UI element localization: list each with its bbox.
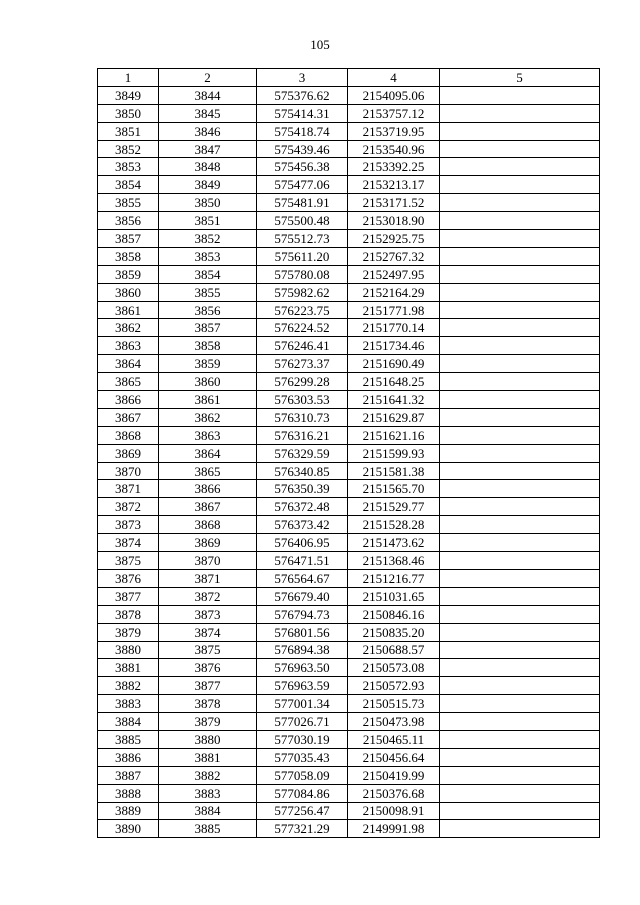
- table-cell-col-2: 3861: [159, 391, 257, 409]
- column-header-5: 5: [440, 69, 600, 87]
- table-cell-col-5: [440, 516, 600, 534]
- table-cell-col-5: [440, 301, 600, 319]
- table-cell-col-2: 3854: [159, 265, 257, 283]
- table-cell-col-5: [440, 408, 600, 426]
- table-cell-col-2: 3867: [159, 498, 257, 516]
- table-cell-col-4: 2150098.91: [348, 802, 440, 820]
- table-cell-col-3: 576310.73: [257, 408, 348, 426]
- table-row: [98, 373, 600, 391]
- table-cell-col-2: 3885: [159, 820, 257, 838]
- table-cell-col-1: 3885: [98, 730, 159, 748]
- table-cell-col-1: 3890: [98, 820, 159, 838]
- table-cell-col-1: 3868: [98, 426, 159, 444]
- table-cell-col-5: [440, 337, 600, 355]
- table-body: [98, 86, 600, 837]
- table-cell-col-5: [440, 176, 600, 194]
- table-cell-col-1: 3849: [98, 86, 159, 104]
- table-row: [98, 641, 600, 659]
- table-cell-col-1: 3882: [98, 677, 159, 695]
- table-cell-col-2: 3875: [159, 641, 257, 659]
- table-cell-col-4: 2150573.08: [348, 659, 440, 677]
- table-cell-col-4: 2150688.57: [348, 641, 440, 659]
- table-row: [98, 552, 600, 570]
- table-row: [98, 104, 600, 122]
- table-cell-col-1: 3864: [98, 355, 159, 373]
- table-cell-col-2: 3850: [159, 194, 257, 212]
- table-cell-col-1: 3861: [98, 301, 159, 319]
- table-cell-col-4: 2150835.20: [348, 623, 440, 641]
- table-cell-col-4: 2153171.52: [348, 194, 440, 212]
- table-cell-col-2: 3858: [159, 337, 257, 355]
- table-cell-col-1: 3878: [98, 605, 159, 623]
- table-cell-col-3: 575611.20: [257, 247, 348, 265]
- table-cell-col-3: 576329.59: [257, 444, 348, 462]
- table-cell-col-1: 3879: [98, 623, 159, 641]
- table-cell-col-2: 3882: [159, 766, 257, 784]
- table-cell-col-3: 577030.19: [257, 730, 348, 748]
- table-cell-col-1: 3876: [98, 569, 159, 587]
- column-header-2: 2: [159, 69, 257, 87]
- table-cell-col-5: [440, 820, 600, 838]
- table-cell-col-2: 3874: [159, 623, 257, 641]
- table-cell-col-3: 576471.51: [257, 552, 348, 570]
- table-cell-col-4: 2151771.98: [348, 301, 440, 319]
- table-cell-col-5: [440, 355, 600, 373]
- table-cell-col-4: 2151031.65: [348, 587, 440, 605]
- table-cell-col-4: 2151473.62: [348, 534, 440, 552]
- table-cell-col-3: 576564.67: [257, 569, 348, 587]
- table-cell-col-4: 2151529.77: [348, 498, 440, 516]
- table-cell-col-4: 2153719.95: [348, 122, 440, 140]
- table-cell-col-5: [440, 480, 600, 498]
- table-cell-col-2: 3860: [159, 373, 257, 391]
- table-cell-col-2: 3869: [159, 534, 257, 552]
- table-cell-col-4: 2151648.25: [348, 373, 440, 391]
- table-cell-col-3: 576223.75: [257, 301, 348, 319]
- table-cell-col-2: 3876: [159, 659, 257, 677]
- table-cell-col-3: 576303.53: [257, 391, 348, 409]
- table-cell-col-2: 3853: [159, 247, 257, 265]
- table-cell-col-2: 3856: [159, 301, 257, 319]
- table-row: [98, 480, 600, 498]
- table-row: [98, 301, 600, 319]
- table-row: [98, 319, 600, 337]
- table-cell-col-2: 3846: [159, 122, 257, 140]
- table-cell-col-2: 3884: [159, 802, 257, 820]
- table-cell-col-3: 575418.74: [257, 122, 348, 140]
- table-cell-col-5: [440, 784, 600, 802]
- table-cell-col-4: 2150473.98: [348, 713, 440, 731]
- table-cell-col-3: 575481.91: [257, 194, 348, 212]
- table-cell-col-5: [440, 444, 600, 462]
- table-cell-col-1: 3854: [98, 176, 159, 194]
- table-cell-col-4: 2150465.11: [348, 730, 440, 748]
- table-cell-col-5: [440, 641, 600, 659]
- table-cell-col-5: [440, 659, 600, 677]
- table-cell-col-3: 576679.40: [257, 587, 348, 605]
- table-cell-col-5: [440, 194, 600, 212]
- table-cell-col-1: 3887: [98, 766, 159, 784]
- table-cell-col-2: 3851: [159, 212, 257, 230]
- table-cell-col-5: [440, 677, 600, 695]
- coordinates-table: [97, 68, 600, 838]
- table-cell-col-5: [440, 319, 600, 337]
- table-cell-col-1: 3871: [98, 480, 159, 498]
- table-cell-col-3: 575376.62: [257, 86, 348, 104]
- table-cell-col-3: 575456.38: [257, 158, 348, 176]
- table-cell-col-2: 3872: [159, 587, 257, 605]
- table-cell-col-1: 3865: [98, 373, 159, 391]
- table-cell-col-5: [440, 748, 600, 766]
- table-cell-col-3: 576794.73: [257, 605, 348, 623]
- table-cell-col-5: [440, 426, 600, 444]
- table-cell-col-2: 3881: [159, 748, 257, 766]
- table-cell-col-5: [440, 552, 600, 570]
- table-cell-col-5: [440, 230, 600, 248]
- table-cell-col-1: 3869: [98, 444, 159, 462]
- table-cell-col-3: 576372.48: [257, 498, 348, 516]
- table-cell-col-1: 3870: [98, 462, 159, 480]
- table-cell-col-5: [440, 373, 600, 391]
- table-row: [98, 426, 600, 444]
- table-cell-col-4: 2152925.75: [348, 230, 440, 248]
- table-cell-col-5: [440, 534, 600, 552]
- table-cell-col-3: 577084.86: [257, 784, 348, 802]
- table-row: [98, 176, 600, 194]
- table-cell-col-2: 3871: [159, 569, 257, 587]
- table-row: [98, 444, 600, 462]
- table-cell-col-3: 575439.46: [257, 140, 348, 158]
- table-cell-col-5: [440, 212, 600, 230]
- table-row: [98, 247, 600, 265]
- column-header-1: 1: [98, 69, 159, 87]
- table-cell-col-1: 3859: [98, 265, 159, 283]
- table-cell-col-4: 2149991.98: [348, 820, 440, 838]
- table-row: [98, 265, 600, 283]
- table-row: [98, 86, 600, 104]
- table-cell-col-1: 3872: [98, 498, 159, 516]
- table-cell-col-4: 2150572.93: [348, 677, 440, 695]
- table-cell-col-2: 3862: [159, 408, 257, 426]
- table-cell-col-3: 576963.59: [257, 677, 348, 695]
- table-row: [98, 677, 600, 695]
- table-cell-col-2: 3883: [159, 784, 257, 802]
- table-cell-col-1: 3858: [98, 247, 159, 265]
- table-cell-col-5: [440, 122, 600, 140]
- table-cell-col-3: 575982.62: [257, 283, 348, 301]
- table-cell-col-4: 2151690.49: [348, 355, 440, 373]
- table-cell-col-3: 575780.08: [257, 265, 348, 283]
- table-cell-col-3: 577058.09: [257, 766, 348, 784]
- table-cell-col-2: 3855: [159, 283, 257, 301]
- table-cell-col-1: 3853: [98, 158, 159, 176]
- table-cell-col-3: 576246.41: [257, 337, 348, 355]
- table-cell-col-4: 2150376.68: [348, 784, 440, 802]
- table-cell-col-2: 3868: [159, 516, 257, 534]
- table-cell-col-3: 576350.39: [257, 480, 348, 498]
- table-cell-col-5: [440, 569, 600, 587]
- table-cell-col-4: 2152767.32: [348, 247, 440, 265]
- table-row: [98, 730, 600, 748]
- table-cell-col-3: 576273.37: [257, 355, 348, 373]
- table-cell-col-4: 2153540.96: [348, 140, 440, 158]
- table-cell-col-1: 3884: [98, 713, 159, 731]
- table-cell-col-1: 3852: [98, 140, 159, 158]
- table-cell-col-1: 3851: [98, 122, 159, 140]
- table-cell-col-2: 3857: [159, 319, 257, 337]
- table-cell-col-5: [440, 623, 600, 641]
- table-row: [98, 283, 600, 301]
- table-cell-col-5: [440, 730, 600, 748]
- table-cell-col-2: 3865: [159, 462, 257, 480]
- table-cell-col-2: 3878: [159, 695, 257, 713]
- table-row: [98, 391, 600, 409]
- table-cell-col-4: 2152497.95: [348, 265, 440, 283]
- table-cell-col-4: 2152164.29: [348, 283, 440, 301]
- table-row: [98, 498, 600, 516]
- table-cell-col-2: 3845: [159, 104, 257, 122]
- table-cell-col-3: 577035.43: [257, 748, 348, 766]
- table-cell-col-4: 2151599.93: [348, 444, 440, 462]
- table-cell-col-5: [440, 391, 600, 409]
- table-cell-col-2: 3863: [159, 426, 257, 444]
- table-cell-col-1: 3874: [98, 534, 159, 552]
- table-cell-col-2: 3849: [159, 176, 257, 194]
- table-cell-col-2: 3870: [159, 552, 257, 570]
- table-cell-col-2: 3864: [159, 444, 257, 462]
- table-header: [98, 69, 600, 87]
- table-cell-col-4: 2153213.17: [348, 176, 440, 194]
- table-cell-col-4: 2151368.46: [348, 552, 440, 570]
- table-cell-col-3: 576963.50: [257, 659, 348, 677]
- table-cell-col-1: 3860: [98, 283, 159, 301]
- table-cell-col-1: 3855: [98, 194, 159, 212]
- table-cell-col-1: 3866: [98, 391, 159, 409]
- header-row: [98, 69, 600, 87]
- table-row: [98, 766, 600, 784]
- table-row: [98, 462, 600, 480]
- table-cell-col-3: 577001.34: [257, 695, 348, 713]
- table-cell-col-2: 3880: [159, 730, 257, 748]
- table-cell-col-4: 2153757.12: [348, 104, 440, 122]
- table-cell-col-1: 3880: [98, 641, 159, 659]
- table-cell-col-1: 3856: [98, 212, 159, 230]
- table-cell-col-1: 3862: [98, 319, 159, 337]
- table-cell-col-1: 3888: [98, 784, 159, 802]
- table-cell-col-4: 2150456.64: [348, 748, 440, 766]
- table-row: [98, 408, 600, 426]
- table-row: [98, 140, 600, 158]
- table-cell-col-1: 3857: [98, 230, 159, 248]
- table-cell-col-2: 3879: [159, 713, 257, 731]
- table-row: [98, 748, 600, 766]
- table-row: [98, 158, 600, 176]
- table-row: [98, 355, 600, 373]
- table-row: [98, 194, 600, 212]
- table-row: [98, 569, 600, 587]
- table-row: [98, 659, 600, 677]
- table-row: [98, 623, 600, 641]
- table-row: [98, 802, 600, 820]
- table-cell-col-3: 575477.06: [257, 176, 348, 194]
- table-cell-col-5: [440, 158, 600, 176]
- table-cell-col-2: 3866: [159, 480, 257, 498]
- table-cell-col-3: 576373.42: [257, 516, 348, 534]
- page-number: 105: [310, 37, 330, 52]
- table-cell-col-2: 3859: [159, 355, 257, 373]
- table-cell-col-5: [440, 587, 600, 605]
- table-cell-col-1: 3889: [98, 802, 159, 820]
- table-cell-col-3: 576340.85: [257, 462, 348, 480]
- table-cell-col-3: 577321.29: [257, 820, 348, 838]
- table-cell-col-1: 3877: [98, 587, 159, 605]
- table-cell-col-5: [440, 283, 600, 301]
- table-cell-col-1: 3867: [98, 408, 159, 426]
- table-cell-col-5: [440, 766, 600, 784]
- table-cell-col-2: 3847: [159, 140, 257, 158]
- table-row: [98, 713, 600, 731]
- table-cell-col-4: 2151734.46: [348, 337, 440, 355]
- table-cell-col-4: 2150846.16: [348, 605, 440, 623]
- table-cell-col-4: 2151770.14: [348, 319, 440, 337]
- table-row: [98, 337, 600, 355]
- table-cell-col-2: 3873: [159, 605, 257, 623]
- table-cell-col-3: 575500.48: [257, 212, 348, 230]
- table-cell-col-3: 576316.21: [257, 426, 348, 444]
- table-cell-col-5: [440, 713, 600, 731]
- table-cell-col-1: 3881: [98, 659, 159, 677]
- table-row: [98, 230, 600, 248]
- table-cell-col-4: 2151216.77: [348, 569, 440, 587]
- table-cell-col-5: [440, 140, 600, 158]
- table-cell-col-4: 2153018.90: [348, 212, 440, 230]
- column-header-4: 4: [348, 69, 440, 87]
- table-cell-col-5: [440, 802, 600, 820]
- table-cell-col-3: 577026.71: [257, 713, 348, 731]
- table-cell-col-3: 575414.31: [257, 104, 348, 122]
- table-cell-col-5: [440, 498, 600, 516]
- table-cell-col-3: 577256.47: [257, 802, 348, 820]
- table-row: [98, 516, 600, 534]
- table-cell-col-3: 575512.73: [257, 230, 348, 248]
- table-cell-col-4: 2151581.38: [348, 462, 440, 480]
- table-cell-col-1: 3850: [98, 104, 159, 122]
- table-cell-col-3: 576224.52: [257, 319, 348, 337]
- table-row: [98, 784, 600, 802]
- table-row: [98, 605, 600, 623]
- table-cell-col-5: [440, 104, 600, 122]
- table-cell-col-4: 2151621.16: [348, 426, 440, 444]
- table-cell-col-5: [440, 86, 600, 104]
- table-cell-col-2: 3844: [159, 86, 257, 104]
- table-cell-col-1: 3886: [98, 748, 159, 766]
- table-row: [98, 212, 600, 230]
- table-row: [98, 122, 600, 140]
- table-cell-col-1: 3873: [98, 516, 159, 534]
- table-cell-col-5: [440, 265, 600, 283]
- table-cell-col-4: 2151629.87: [348, 408, 440, 426]
- table-row: [98, 587, 600, 605]
- table-cell-col-5: [440, 247, 600, 265]
- table-cell-col-1: 3875: [98, 552, 159, 570]
- table-cell-col-4: 2153392.25: [348, 158, 440, 176]
- table-cell-col-4: 2154095.06: [348, 86, 440, 104]
- table-cell-col-2: 3877: [159, 677, 257, 695]
- column-header-3: 3: [257, 69, 348, 87]
- table-cell-col-2: 3848: [159, 158, 257, 176]
- table-cell-col-4: 2150419.99: [348, 766, 440, 784]
- table-cell-col-5: [440, 462, 600, 480]
- table-cell-col-1: 3863: [98, 337, 159, 355]
- table-cell-col-4: 2151641.32: [348, 391, 440, 409]
- table-cell-col-4: 2150515.73: [348, 695, 440, 713]
- table-cell-col-4: 2151528.28: [348, 516, 440, 534]
- table-row: [98, 820, 600, 838]
- table-cell-col-2: 3852: [159, 230, 257, 248]
- table-cell-col-5: [440, 695, 600, 713]
- table-row: [98, 534, 600, 552]
- table-cell-col-3: 576894.38: [257, 641, 348, 659]
- table-cell-col-4: 2151565.70: [348, 480, 440, 498]
- table-cell-col-5: [440, 605, 600, 623]
- table-cell-col-3: 576406.95: [257, 534, 348, 552]
- table-cell-col-1: 3883: [98, 695, 159, 713]
- table-cell-col-3: 576299.28: [257, 373, 348, 391]
- table-cell-col-3: 576801.56: [257, 623, 348, 641]
- table-row: [98, 695, 600, 713]
